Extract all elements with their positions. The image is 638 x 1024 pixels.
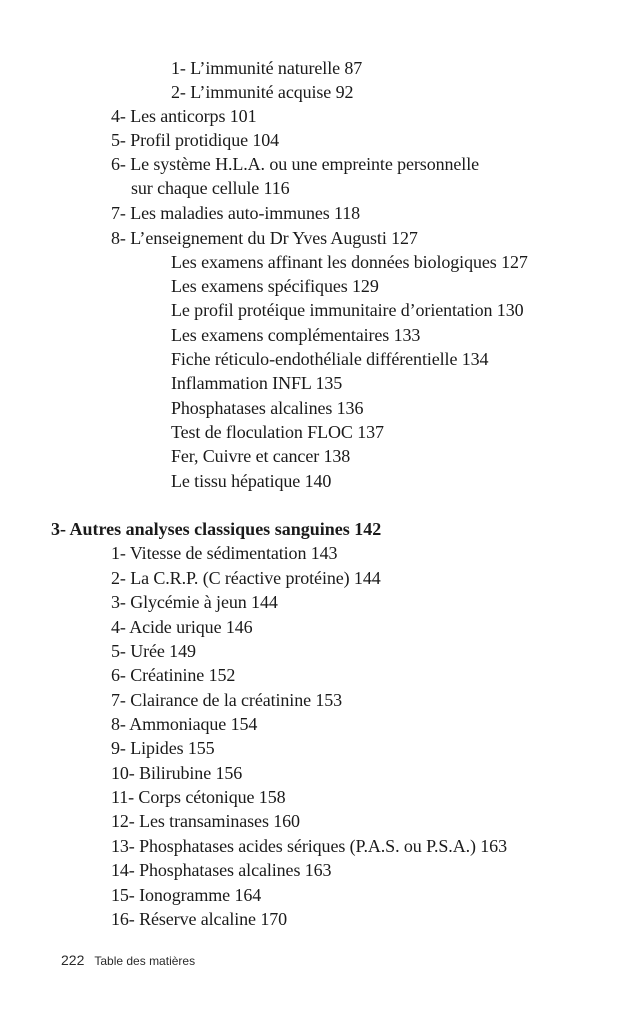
toc-entry: 8- L’enseignement du Dr Yves Augusti 127	[111, 228, 418, 248]
toc-entry: 10- Bilirubine 156	[111, 763, 243, 783]
toc-entry: 13- Phosphatases acides sériques (P.A.S. ou P.S.A.) 163	[111, 836, 507, 856]
toc-entry: 5- Urée 149	[111, 641, 196, 661]
toc-subentry: Le profil protéique immunitaire d’orientation 130	[171, 300, 524, 320]
toc-entry: 2- L’immunité acquise 92	[171, 82, 354, 102]
toc-subentry: Phosphatases alcalines 136	[171, 398, 364, 418]
toc-entry: 8- Ammoniaque 154	[111, 714, 258, 734]
toc-entry: 6- Le système H.L.A. ou une empreinte personnelle	[111, 154, 479, 174]
page-number: 222	[61, 952, 85, 968]
toc-entry-continuation: sur chaque cellule 116	[131, 178, 290, 198]
toc-entry: 7- Les maladies auto-immunes 118	[111, 203, 361, 223]
section-heading: 3- Autres analyses classiques sanguines 142	[51, 519, 382, 539]
toc-entry: 4- Acide urique 146	[111, 617, 253, 637]
toc-entry: 1- L’immunité naturelle 87	[171, 58, 363, 78]
toc-subentry: Les examens spécifiques 129	[171, 276, 379, 296]
toc-entry: 6- Créatinine 152	[111, 665, 236, 685]
toc-entry: 11- Corps cétonique 158	[111, 787, 286, 807]
toc-entry: 15- Ionogramme 164	[111, 885, 262, 905]
toc-entry: 12- Les transaminases 160	[111, 811, 300, 831]
toc-subentry: Inflammation INFL 135	[171, 373, 343, 393]
toc-entry: 2- La C.R.P. (C réactive protéine) 144	[111, 568, 381, 588]
toc-entry: 7- Clairance de la créatinine 153	[111, 690, 343, 710]
toc-subentry: Le tissu hépatique 140	[171, 471, 332, 491]
toc-entry: 1- Vitesse de sédimentation 143	[111, 543, 338, 563]
toc-entry: 5- Profil protidique 104	[111, 130, 280, 150]
toc-subentry: Fiche réticulo-endothéliale différentielle 134	[171, 349, 489, 369]
toc-subentry: Test de floculation FLOC 137	[171, 422, 384, 442]
toc-subentry: Les examens affinant les données biologiques 127	[171, 252, 528, 272]
toc-subentry: Les examens complémentaires 133	[171, 325, 421, 345]
page-footer	[61, 952, 195, 969]
toc-entry: 14- Phosphatases alcalines 163	[111, 860, 332, 880]
toc-entry: 3- Glycémie à jeun 144	[111, 592, 278, 612]
toc-entry: 4- Les anticorps 101	[111, 106, 257, 126]
footer-label: Table des matières	[94, 954, 196, 968]
toc-entry: 9- Lipides 155	[111, 738, 215, 758]
toc-entry: 16- Réserve alcaline 170	[111, 909, 288, 929]
toc-subentry: Fer, Cuivre et cancer 138	[171, 446, 351, 466]
